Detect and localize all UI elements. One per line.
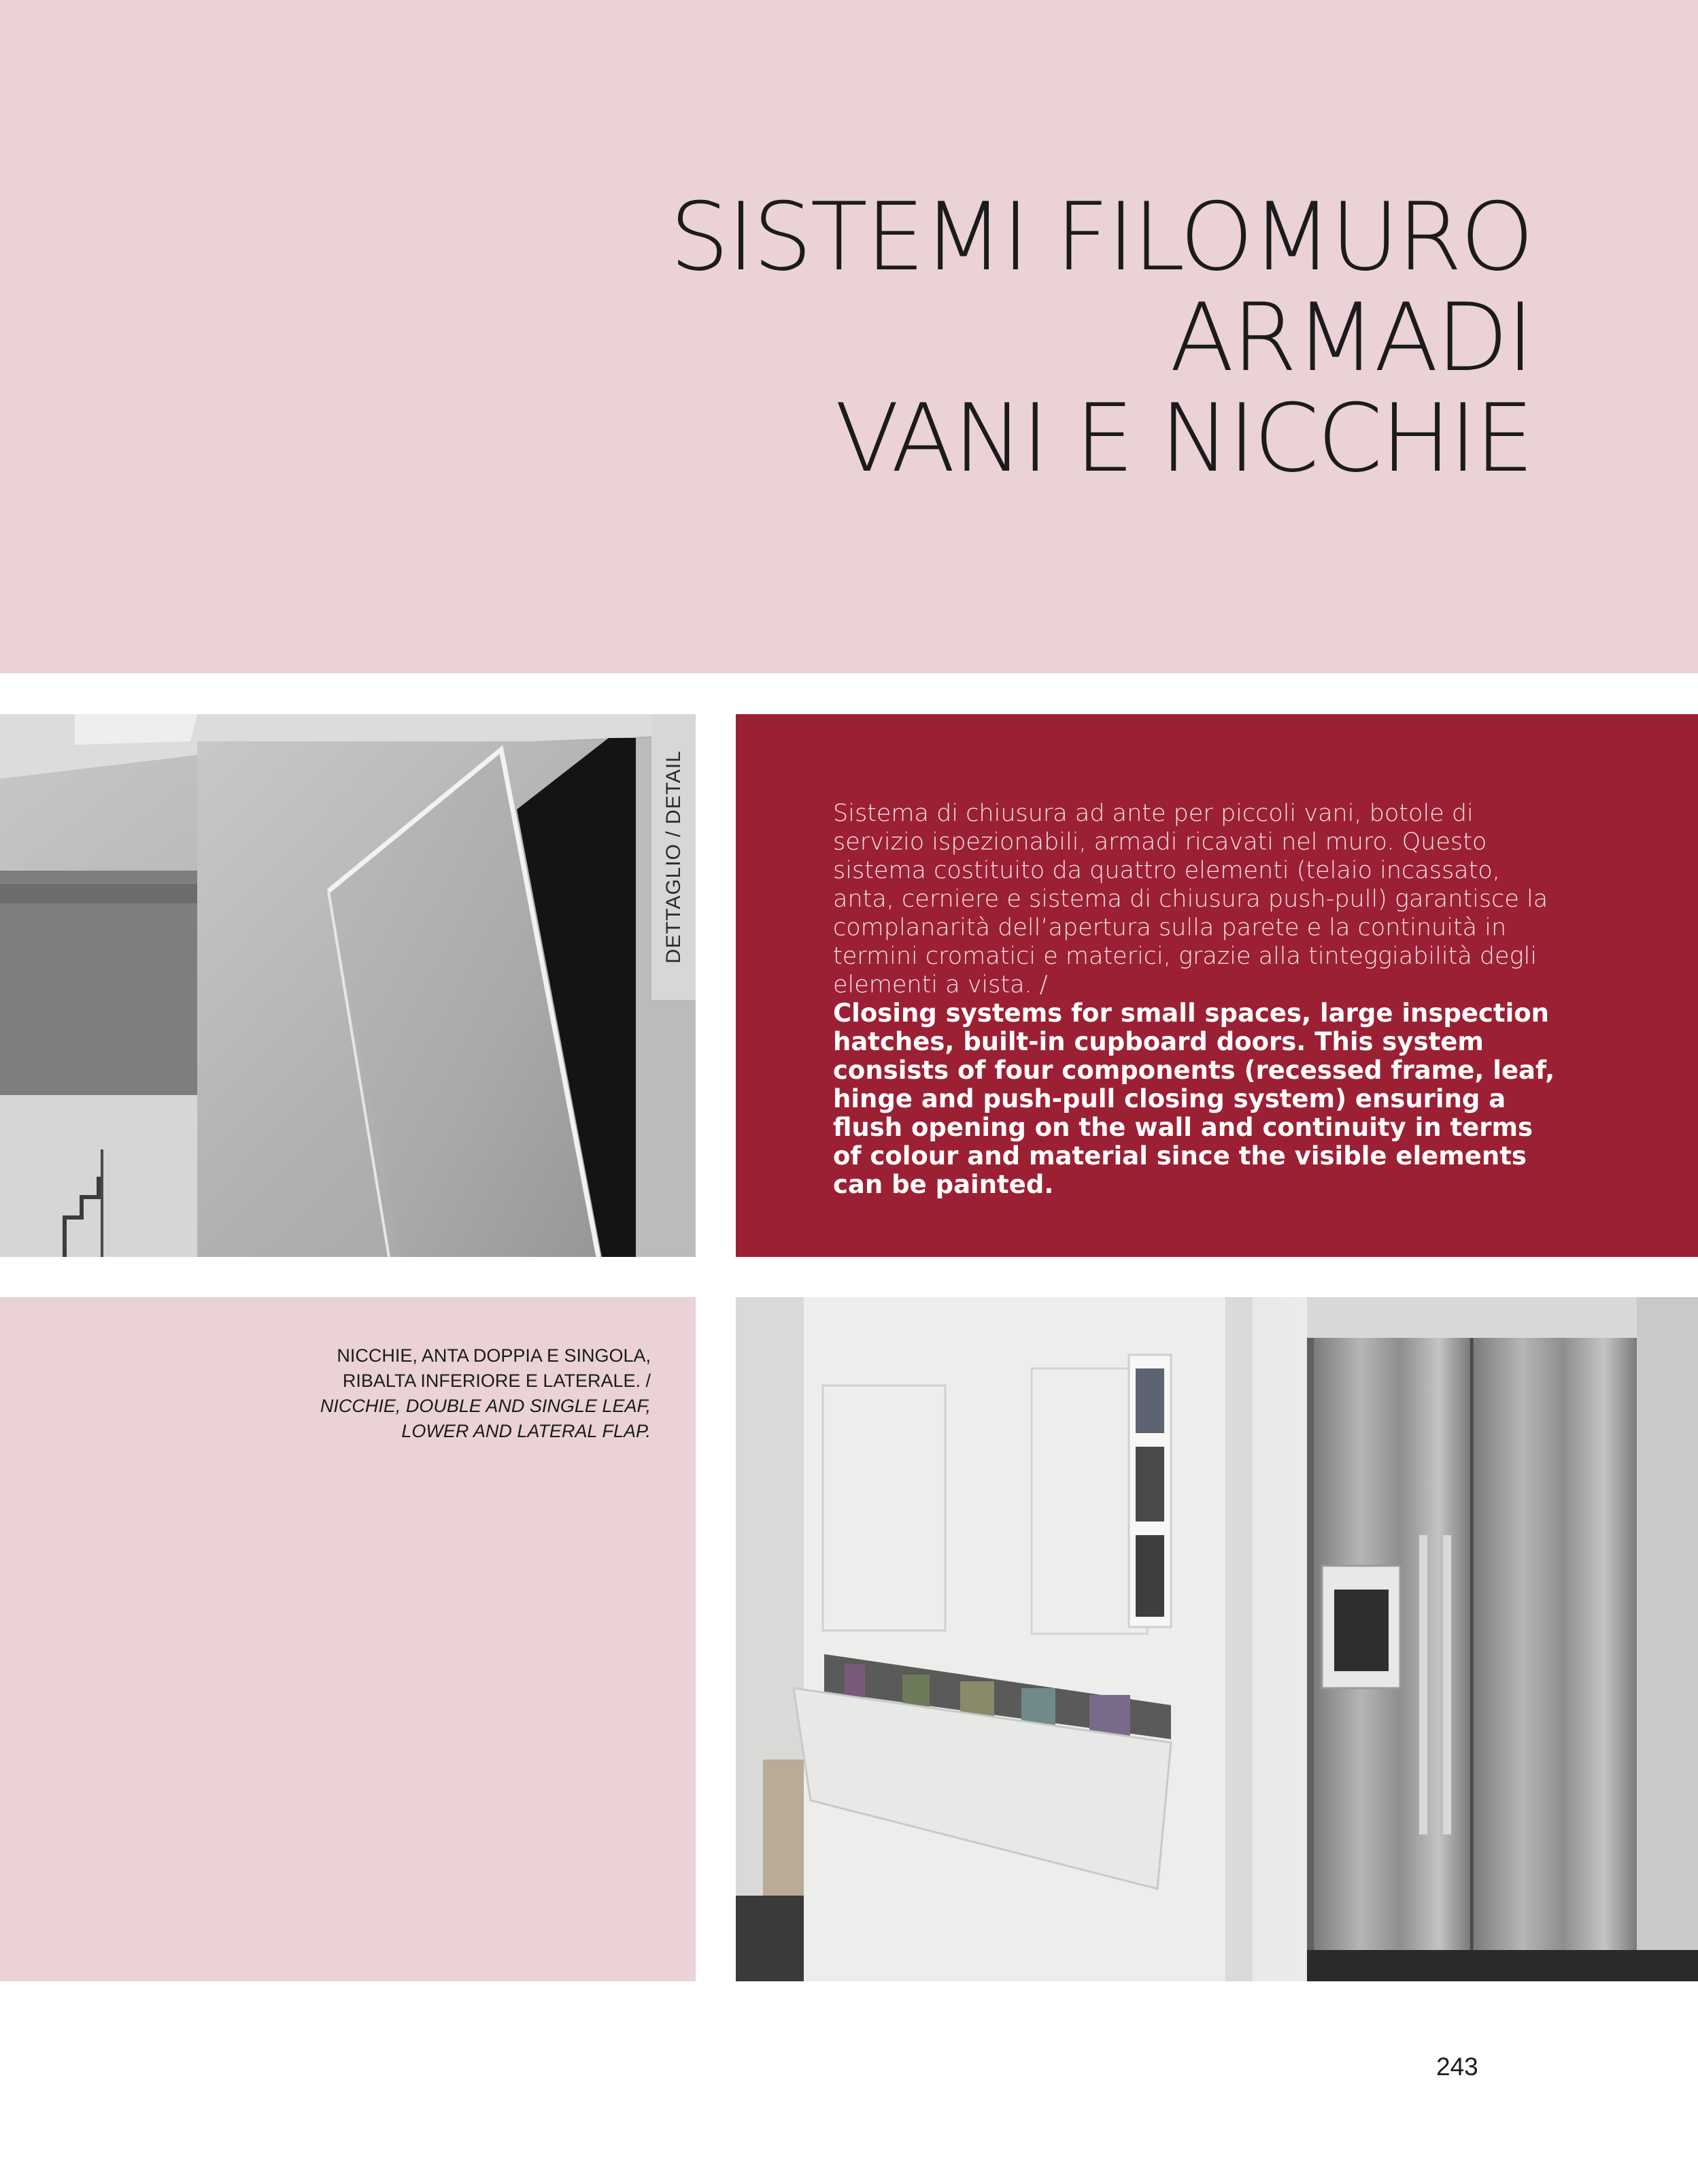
kitchen-photo xyxy=(736,1297,1698,1981)
caption xyxy=(320,1343,651,1444)
page-number: 243 xyxy=(1436,2053,1478,2081)
page-title xyxy=(669,182,1532,493)
detail-label-text: DETTAGLIO / DETAIL xyxy=(662,750,685,964)
title-line-1: SISTEMI FILOMURO xyxy=(669,182,1532,292)
title-line-2: ARMADI xyxy=(1170,283,1532,392)
description-english: Closing systems for small spaces, large inspection hatches, built-in cupboard doors. This system consists of four components (recessed frame, leaf, hinge and push-pull closing system) ensuring a flush opening on the wall and continuity in terms of colour and material since the visible elements can be painted. xyxy=(833,998,1555,1199)
detail-photo xyxy=(0,714,696,1257)
kitchen-photo-illustration xyxy=(736,1297,1698,1981)
detail-photo-illustration xyxy=(0,714,696,1257)
title-line-3: VANI E NICCHIE xyxy=(834,384,1532,493)
caption-line-4: LOWER AND LATERAL FLAP. xyxy=(401,1421,651,1441)
detail-label xyxy=(651,714,696,1000)
caption-line-1: NICCHIE, ANTA DOPPIA E SINGOLA, xyxy=(337,1345,651,1366)
description-italian: Sistema di chiusura ad ante per piccoli vani, botole di servizio ispezionabili, armadi ricavati nel muro. Questo sistema costituito da quattro elementi (telaio incassato, anta, cerniere e sistema di chiusura push-pull) garantisce la complanarità dell’apertura sulla parete e la continuità in termini cromatici e materici, grazie alla tinteggiabilità degli elementi a vista. / xyxy=(833,800,1548,998)
caption-line-3: NICCHIE, DOUBLE AND SINGLE LEAF, xyxy=(320,1396,651,1416)
description-text xyxy=(833,799,1567,1199)
caption-line-2: RIBALTA INFERIORE E LATERALE. / xyxy=(342,1371,651,1391)
